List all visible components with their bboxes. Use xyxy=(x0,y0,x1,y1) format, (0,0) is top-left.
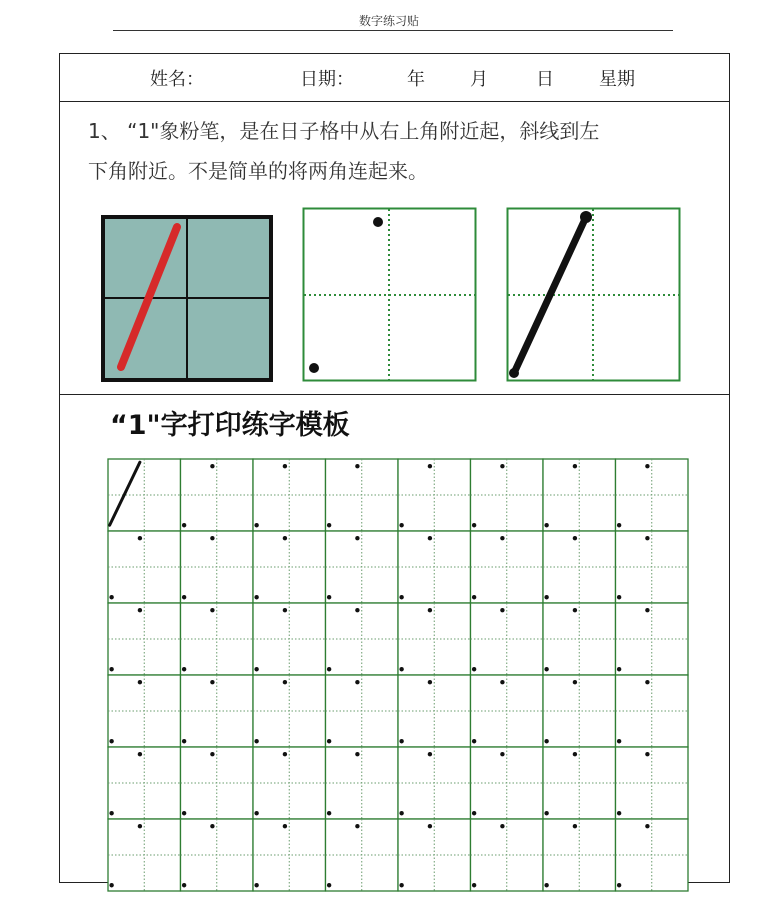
practice-end-dot xyxy=(327,667,331,671)
practice-end-dot xyxy=(254,739,258,743)
practice-end-dot xyxy=(182,883,186,887)
practice-end-dot xyxy=(254,523,258,527)
practice-grid xyxy=(107,458,689,898)
practice-start-dot xyxy=(138,608,142,612)
practice-end-dot xyxy=(327,739,331,743)
practice-start-dot xyxy=(573,680,577,684)
practice-end-dot xyxy=(182,739,186,743)
practice-start-dot xyxy=(283,608,287,612)
example-2-end-dot xyxy=(309,363,319,373)
practice-end-dot xyxy=(472,595,476,599)
example-3-end-dot xyxy=(509,368,519,378)
practice-start-dot xyxy=(210,464,214,468)
practice-start-dot xyxy=(573,752,577,756)
practice-end-dot xyxy=(182,667,186,671)
practice-start-dot xyxy=(645,536,649,540)
practice-end-dot xyxy=(544,739,548,743)
practice-end-dot xyxy=(109,883,113,887)
practice-end-dot xyxy=(544,523,548,527)
practice-start-dot xyxy=(138,752,142,756)
practice-end-dot xyxy=(182,595,186,599)
practice-start-dot xyxy=(573,464,577,468)
practice-start-dot xyxy=(428,464,432,468)
practice-end-dot xyxy=(399,739,403,743)
practice-start-dot xyxy=(428,752,432,756)
month-label: 月 xyxy=(470,69,488,90)
practice-end-dot xyxy=(399,595,403,599)
practice-start-dot xyxy=(355,464,359,468)
practice-start-dot xyxy=(500,752,504,756)
practice-start-dot xyxy=(283,824,287,828)
practice-end-dot xyxy=(399,667,403,671)
practice-start-dot xyxy=(210,680,214,684)
practice-end-dot xyxy=(399,523,403,527)
practice-start-dot xyxy=(283,752,287,756)
practice-end-dot xyxy=(109,667,113,671)
practice-end-dot xyxy=(327,595,331,599)
practice-end-dot xyxy=(544,667,548,671)
practice-start-dot xyxy=(428,824,432,828)
practice-end-dot xyxy=(254,883,258,887)
instruction-line-2: 下角附近。不是简单的将两角连起来。 xyxy=(88,159,428,183)
practice-start-dot xyxy=(645,824,649,828)
practice-end-dot xyxy=(617,523,621,527)
worksheet-table xyxy=(59,53,730,883)
practice-start-dot xyxy=(138,536,142,540)
practice-end-dot xyxy=(544,595,548,599)
practice-end-dot xyxy=(617,811,621,815)
practice-end-dot xyxy=(254,667,258,671)
practice-start-dot xyxy=(283,464,287,468)
practice-start-dot xyxy=(283,536,287,540)
practice-start-dot xyxy=(500,608,504,612)
example-2-figure xyxy=(302,207,478,383)
practice-end-dot xyxy=(327,811,331,815)
practice-start-dot xyxy=(573,536,577,540)
practice-start-dot xyxy=(500,464,504,468)
practice-start-dot xyxy=(138,680,142,684)
practice-start-dot xyxy=(500,824,504,828)
example-1-figure xyxy=(101,215,273,383)
practice-end-dot xyxy=(472,523,476,527)
practice-start-dot xyxy=(645,464,649,468)
practice-end-dot xyxy=(544,883,548,887)
template-row xyxy=(60,395,729,895)
practice-start-dot xyxy=(355,608,359,612)
practice-end-dot xyxy=(472,883,476,887)
practice-start-dot xyxy=(428,536,432,540)
practice-start-dot xyxy=(210,536,214,540)
practice-start-dot xyxy=(428,608,432,612)
practice-end-dot xyxy=(109,811,113,815)
practice-start-dot xyxy=(645,752,649,756)
practice-end-dot xyxy=(472,739,476,743)
practice-end-dot xyxy=(327,523,331,527)
practice-end-dot xyxy=(472,811,476,815)
practice-start-dot xyxy=(355,536,359,540)
practice-start-dot xyxy=(355,824,359,828)
practice-start-dot xyxy=(500,680,504,684)
practice-start-dot xyxy=(355,752,359,756)
example-3-figure xyxy=(506,207,682,383)
practice-start-dot xyxy=(573,608,577,612)
practice-end-dot xyxy=(617,883,621,887)
template-title: “1"字打印练字模板 xyxy=(110,410,350,441)
day-label: 日 xyxy=(536,69,554,90)
practice-end-dot xyxy=(109,739,113,743)
example-2-start-dot xyxy=(373,217,383,227)
weekday-label: 星期 xyxy=(599,69,635,90)
practice-end-dot xyxy=(254,811,258,815)
practice-start-dot xyxy=(428,680,432,684)
instruction-line-1: 1、 “1"象粉笔，是在日子格中从右上角附近起，斜线到左 xyxy=(88,119,600,143)
practice-end-dot xyxy=(617,595,621,599)
header-rule xyxy=(113,30,673,31)
practice-end-dot xyxy=(254,595,258,599)
date-label: 日期： xyxy=(300,69,354,90)
practice-end-dot xyxy=(182,523,186,527)
practice-end-dot xyxy=(617,739,621,743)
practice-start-dot xyxy=(500,536,504,540)
instruction-row xyxy=(60,101,729,395)
practice-start-dot xyxy=(210,752,214,756)
practice-end-dot xyxy=(182,811,186,815)
practice-start-dot xyxy=(645,608,649,612)
practice-end-dot xyxy=(544,811,548,815)
practice-end-dot xyxy=(617,667,621,671)
practice-end-dot xyxy=(109,595,113,599)
year-label: 年 xyxy=(407,69,425,90)
name-label: 姓名： xyxy=(150,69,204,90)
practice-end-dot xyxy=(399,883,403,887)
example-3-start-dot xyxy=(580,211,592,223)
practice-end-dot xyxy=(327,883,331,887)
document-header-title: 数字练习贴 xyxy=(358,14,419,28)
practice-start-dot xyxy=(283,680,287,684)
practice-start-dot xyxy=(645,680,649,684)
practice-start-dot xyxy=(210,608,214,612)
practice-start-dot xyxy=(138,824,142,828)
practice-start-dot xyxy=(210,824,214,828)
practice-end-dot xyxy=(472,667,476,671)
student-info-row xyxy=(60,54,729,102)
practice-end-dot xyxy=(399,811,403,815)
practice-start-dot xyxy=(355,680,359,684)
practice-start-dot xyxy=(573,824,577,828)
